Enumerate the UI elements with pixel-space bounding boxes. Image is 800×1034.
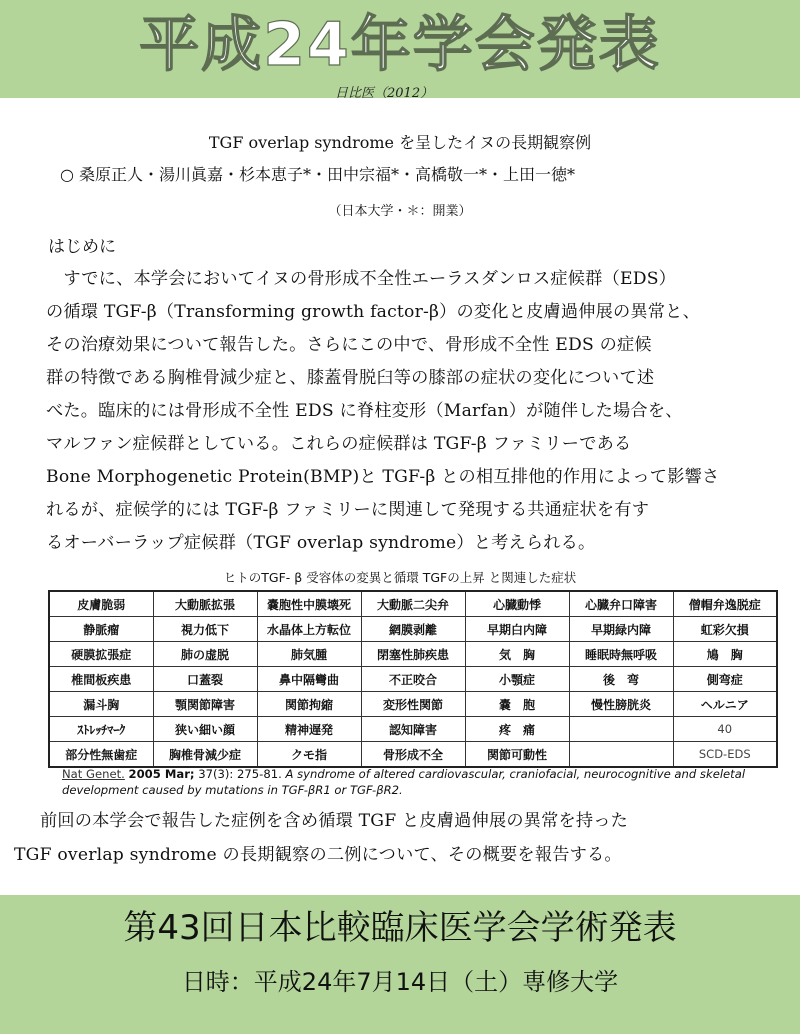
table-row [49,642,777,667]
table-cell: 網膜剥離 [361,617,465,642]
closing-line: 前回の本学会で報告した症例を含め循環 TGF と皮膚過伸展の異常を持った [40,811,629,831]
table-cell: 骨形成不全 [361,742,465,768]
table-cell: 大動脈二尖弁 [361,591,465,617]
section-heading: はじめに [48,237,116,257]
table-cell: 関節拘縮 [257,692,361,717]
table-cell: 早期緑内障 [569,617,673,642]
table-cell: 皮膚脆弱 [49,591,153,617]
citation-volume: 37(3): 275-81. [198,767,282,781]
table-cell: 部分性無歯症 [49,742,153,768]
table-cell: 気 胸 [465,642,569,667]
table-cell: 胸椎骨減少症 [153,742,257,768]
table-cell: 視力低下 [153,617,257,642]
table-cell: 認知障害 [361,717,465,742]
body-line: Bone Morphogenetic Protein(BMP)と TGF-β との相互排他的作用によって影響さ [46,467,720,487]
affiliation: （日本大学・＊：開業） [328,204,472,219]
table-cell: 後 弯 [569,667,673,692]
body-line: マルファン症候群としている。これらの症候群は TGF-β ファミリーである [46,434,632,454]
table-cell: 小顎症 [465,667,569,692]
body-line: その治療効果について報告した。さらにこの中で、骨形成不全性 EDS の症候 [46,335,652,355]
conference-date: 日時：平成24年7月14日（土）専修大学 [181,968,619,996]
conference-title: 第43回日本比較臨床医学会学術発表 [123,908,677,948]
authors: ○ 桑原正人・湯川眞嘉・杉本恵子*・田中宗福*・高橋敬一*・上田一徳* [60,165,576,184]
body-line: るオーバーラップ症候群（TGF overlap syndrome）と考えられる。 [46,533,596,553]
table-cell: 椎間板疾患 [49,667,153,692]
table-cell: 水晶体上方転位 [257,617,361,642]
paper-title: TGF overlap syndrome を呈したイヌの長期観察例 [208,133,592,152]
table-cell: 鼻中隔彎曲 [257,667,361,692]
table-cell: 早期白内障 [465,617,569,642]
body-line: すでに、本学会においてイヌの骨形成不全性エーラスダンロス症候群（EDS） [46,269,677,289]
table-cell: 静脈瘤 [49,617,153,642]
table-cell: ヘルニア [673,692,777,717]
table-cell: 嚢胞性中膜壊死 [257,591,361,617]
closing-line: TGF overlap syndrome の長期観察の二例について、その概要を報告する。 [14,845,622,865]
table-row [49,617,777,642]
table-cell: 睡眠時無呼吸 [569,642,673,667]
banner-subtitle: 日比医（2012） [335,86,434,101]
table-cell: 大動脈拡張 [153,591,257,617]
body-line: れるが、症候学的には TGF-β ファミリーに関連して発現する共通症状を有す [46,500,650,520]
table-cell: SCD-EDS [673,742,777,768]
table-cell: 肺気腫 [257,642,361,667]
table-cell: 狭い細い顔 [153,717,257,742]
table-row [49,742,777,768]
banner-title: 平成24年学会発表 [139,10,661,80]
table-cell: ｽﾄﾚｯﾁﾏｰｸ [49,717,153,742]
table-cell: 嚢 胞 [465,692,569,717]
table-cell: 虹彩欠損 [673,617,777,642]
table-cell [569,717,673,742]
body-line: の循環 TGF-β（Transforming growth factor-β）の変化と皮膚過伸展の異常と、 [46,302,700,322]
table-cell: 関節可動性 [465,742,569,768]
table-cell: 硬膜拡張症 [49,642,153,667]
citation-text: A syndrome of altered cardiovascular, craniofacial, neurocognitive and skeletal development caused by mutations in TGF-βR1 or TGF-βR2. [62,767,746,797]
table-cell: 鳩 胸 [673,642,777,667]
figure-citation [62,766,782,798]
table-cell: 精神遅発 [257,717,361,742]
table-row [49,591,777,617]
table-row [49,692,777,717]
table-cell: 心臓弁口障害 [569,591,673,617]
table-cell: 疼 痛 [465,717,569,742]
table-cell: 慢性膀胱炎 [569,692,673,717]
table-cell [569,742,673,768]
table-row [49,717,777,742]
table-cell: 僧帽弁逸脱症 [673,591,777,617]
citation-date: 2005 Mar; [128,767,195,781]
citation-journal: Nat Genet. [62,767,125,781]
table-row [49,667,777,692]
figure-title: ヒトのTGF- β 受容体の変異と循環 TGFの上昇 と関連した症状 [223,570,577,585]
body-line: 群の特徴である胸椎骨減少症と、膝蓋骨脱臼等の膝部の症状の変化について述 [46,368,655,388]
body-line: べた。臨床的には骨形成不全性 EDS に脊柱変形（Marfan）が随伴した場合を、 [46,401,683,421]
table-cell: 変形性関節 [361,692,465,717]
symptom-table [48,590,778,768]
table-cell: 肺の虚脱 [153,642,257,667]
table-cell: 閉塞性肺疾患 [361,642,465,667]
table-cell: 漏斗胸 [49,692,153,717]
table-cell: 口蓋裂 [153,667,257,692]
table-cell: 心臓動悸 [465,591,569,617]
table-cell: 不正咬合 [361,667,465,692]
table-cell: 40 [673,717,777,742]
table-cell: 側弯症 [673,667,777,692]
table-cell: クモ指 [257,742,361,768]
table-cell: 顎関節障害 [153,692,257,717]
